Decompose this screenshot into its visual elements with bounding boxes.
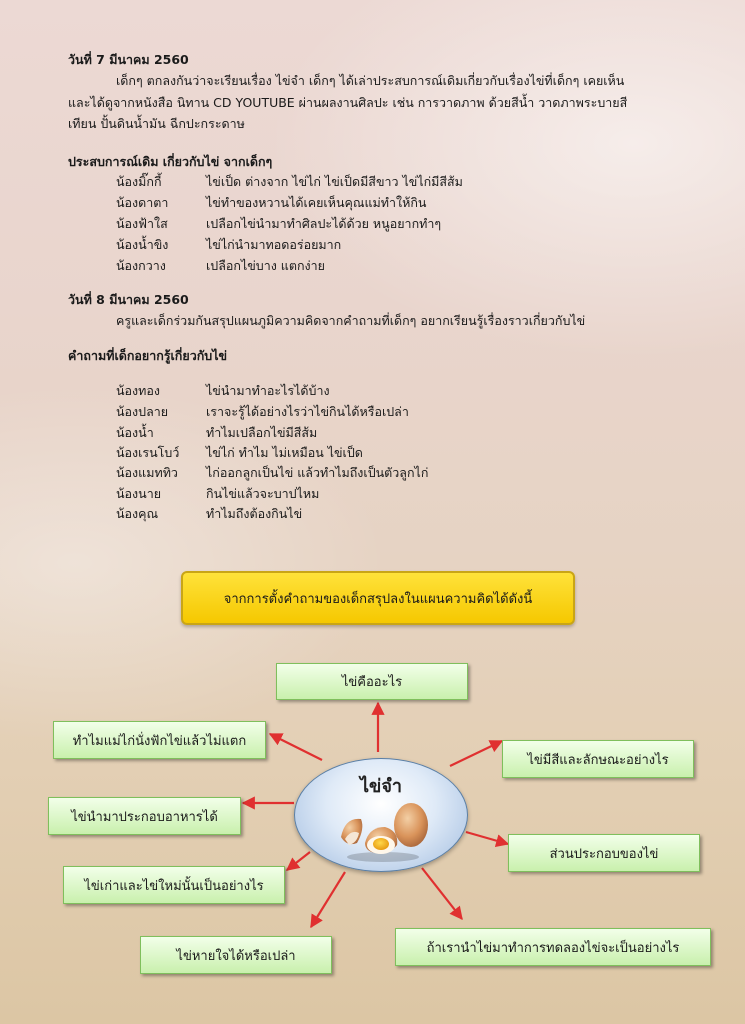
- mindmap-node-what-is-egg: ไข่คืออะไร: [276, 663, 468, 700]
- child-statement: เปลือกไข่บาง แตกง่าย: [206, 258, 325, 273]
- mindmap-node-hen-sitting: ทำไมแม่ไก่นั่งฟักไข่แล้วไม่แตก: [53, 721, 266, 759]
- day7-line2: และได้ดูจากหนังสือ นิทาน CD YOUTUBE ผ่านผลงานศิลปะ เช่น การวาดภาพ ด้วยสีน้ำ วาดภาพระบายสี: [68, 95, 628, 110]
- mindmap-node-color-shape: ไข่มีสีและลักษณะอย่างไร: [502, 740, 694, 778]
- mindmap-node-cooking: ไข่นำมาประกอบอาหารได้: [48, 797, 241, 835]
- mindmap-center: [294, 758, 468, 872]
- child-name: น้องมิ๊กกี้: [116, 174, 162, 189]
- child-question: ไก่ออกลูกเป็นไข่ แล้วทำไมถึงเป็นตัวลูกไก่: [206, 465, 429, 480]
- child-name: น้องฟ้าใส: [116, 216, 168, 231]
- child-question: กินไข่แล้วจะบาปไหม: [206, 486, 320, 501]
- arrow-line: [311, 872, 345, 927]
- questions-heading: คำถามที่เด็กอยากรู้เกี่ยวกับไข่: [68, 348, 228, 363]
- summary-banner: จากการตั้งคำถามของเด็กสรุปลงในแผนความคิดได้ดังนี้: [181, 571, 575, 625]
- child-name: น้องดาตา: [116, 195, 169, 210]
- mindmap-node-components: ส่วนประกอบของไข่: [508, 834, 700, 872]
- mindmap-node-experiment: ถ้าเรานำไข่มาทำการทดลองไข่จะเป็นอย่างไร: [395, 928, 711, 966]
- mindmap-center-title: ไข่จำ: [359, 776, 402, 797]
- child-name: น้องน้ำ: [116, 425, 154, 440]
- child-name: น้องปลาย: [116, 404, 169, 419]
- child-question: ไข่ไก่ ทำไม ไม่เหมือน ไข่เป็ด: [206, 445, 363, 460]
- day7-line3: เทียน ปั้นดินน้ำมัน ฉีกปะกระดาษ: [68, 116, 245, 131]
- child-name: น้องแมททิว: [116, 465, 178, 480]
- day7-line1: เด็กๆ ตกลงกันว่าจะเรียนเรื่อง ไข่จำ เด็กๆ ได้เล่าประสบการณ์เดิมเกี่ยวกับเรื่องไข่ที่เด็กๆ เคยเห็น: [116, 73, 625, 88]
- child-name: น้องน้ำขิง: [116, 237, 169, 252]
- day8-heading: วันที่ 8 มีนาคม 2560: [68, 292, 189, 307]
- child-statement: ไข่เป็ด ต่างจาก ไข่ไก่ ไข่เป็ดมีสีขาว ไข่ไก่มีสีส้ม: [206, 174, 463, 189]
- experience-heading: ประสบการณ์เดิม เกี่ยวกับไข่ จากเด็กๆ: [68, 154, 273, 169]
- eggs-icon: [295, 759, 469, 873]
- child-name: น้องทอง: [116, 383, 161, 398]
- child-question: ไข่นำมาทำอะไรได้บ้าง: [206, 383, 330, 398]
- day7-heading: วันที่ 7 มีนาคม 2560: [68, 52, 189, 67]
- child-name: น้องกวาง: [116, 258, 166, 273]
- mindmap-node-breathe: ไข่หายใจได้หรือเปล่า: [140, 936, 332, 974]
- day8-line1: ครูและเด็กร่วมกันสรุปแผนภูมิความคิดจากคำถามที่เด็กๆ อยากเรียนรู้เรื่องราวเกี่ยวกับไข่: [116, 313, 586, 328]
- arrow-line: [270, 734, 322, 760]
- child-question: ทำไมถึงต้องกินไข่: [206, 506, 303, 521]
- child-question: เราจะรู้ได้อย่างไรว่าไข่กินได้หรือเปล่า: [206, 404, 409, 419]
- child-statement: เปลือกไข่นำมาทำศิลปะได้ด้วย หนูอยากทำๆ: [206, 216, 442, 231]
- child-name: น้องคุณ: [116, 506, 159, 521]
- child-name: น้องนาย: [116, 486, 162, 501]
- child-statement: ไข่ไก่นำมาทอดอร่อยมาก: [206, 237, 342, 252]
- child-statement: ไข่ทำของหวานได้เคยเห็นคุณแม่ทำให้กิน: [206, 195, 427, 210]
- arrow-line: [466, 832, 508, 844]
- arrow-line: [422, 868, 462, 919]
- child-name: น้องเรนโบว์: [116, 445, 180, 460]
- mindmap-node-old-new: ไข่เก่าและไข่ใหม่นั้นเป็นอย่างไร: [63, 866, 285, 904]
- child-question: ทำไมเปลือกไข่มีสีส้ม: [206, 425, 318, 440]
